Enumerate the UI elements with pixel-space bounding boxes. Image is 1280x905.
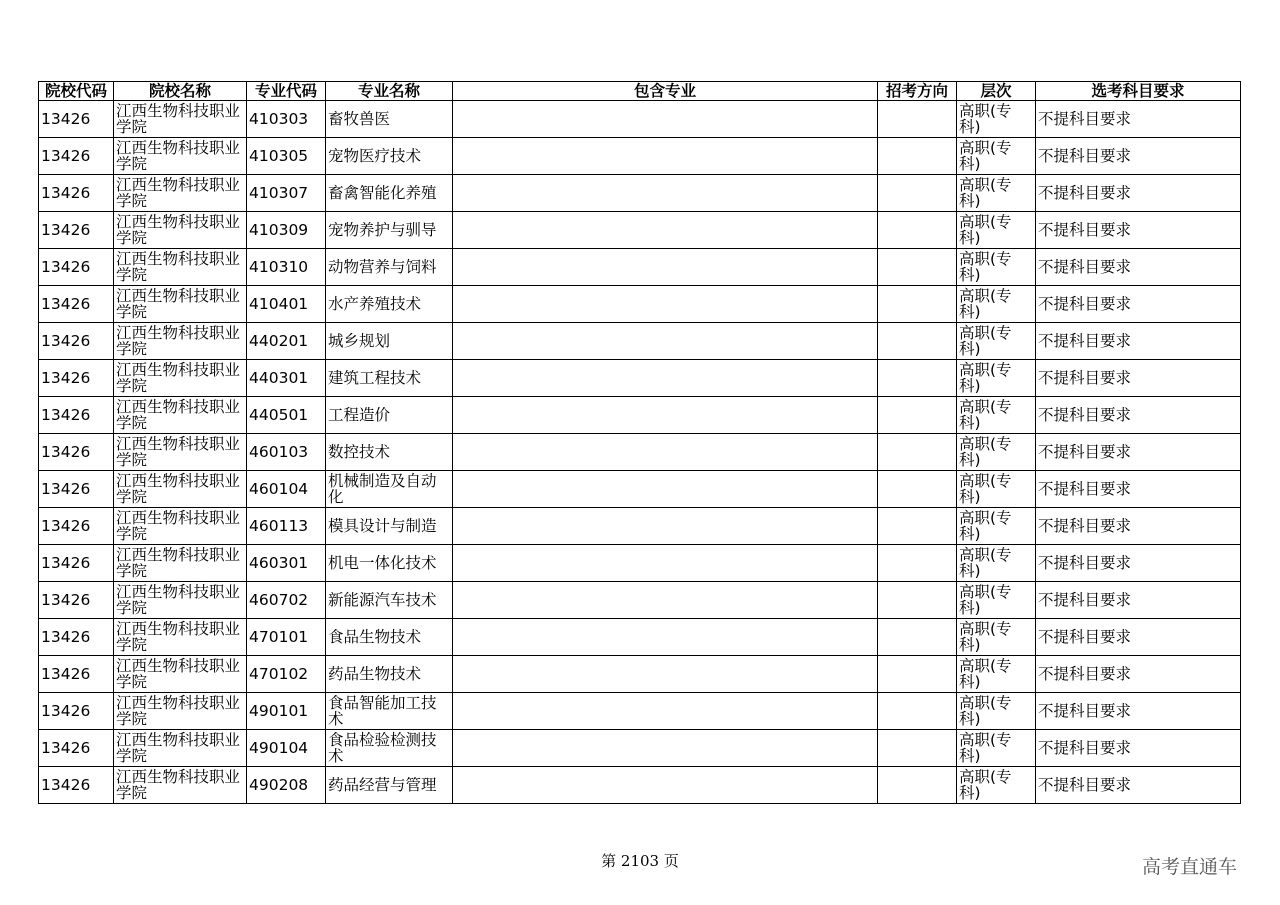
direction-cell xyxy=(878,434,957,471)
table-row xyxy=(39,397,1241,434)
header-subject-requirement: 选考科目要求 xyxy=(1036,82,1241,101)
level-cell: 高职(专科) xyxy=(957,545,1036,582)
level-cell: 高职(专科) xyxy=(957,693,1036,730)
direction-cell xyxy=(878,767,957,804)
school-name-cell: 江西生物科技职业学院 xyxy=(114,471,247,508)
direction-cell xyxy=(878,175,957,212)
subject-requirement-cell: 不提科目要求 xyxy=(1036,101,1241,138)
included-majors-cell xyxy=(453,730,878,767)
table-row xyxy=(39,545,1241,582)
school-name-cell: 江西生物科技职业学院 xyxy=(114,175,247,212)
subject-requirement-cell: 不提科目要求 xyxy=(1036,249,1241,286)
level-cell: 高职(专科) xyxy=(957,101,1036,138)
school-name-cell: 江西生物科技职业学院 xyxy=(114,138,247,175)
table-row xyxy=(39,471,1241,508)
level-cell: 高职(专科) xyxy=(957,175,1036,212)
direction-cell xyxy=(878,101,957,138)
major-code-cell: 460104 xyxy=(247,471,326,508)
school-code-cell: 13426 xyxy=(39,175,114,212)
school-name-cell: 江西生物科技职业学院 xyxy=(114,693,247,730)
included-majors-cell xyxy=(453,286,878,323)
table-row xyxy=(39,730,1241,767)
school-code-cell: 13426 xyxy=(39,656,114,693)
included-majors-cell xyxy=(453,582,878,619)
school-code-cell: 13426 xyxy=(39,619,114,656)
school-code-cell: 13426 xyxy=(39,545,114,582)
major-name-cell: 畜禽智能化养殖 xyxy=(326,175,453,212)
table-body xyxy=(39,101,1241,804)
major-name-cell: 城乡规划 xyxy=(326,323,453,360)
included-majors-cell xyxy=(453,323,878,360)
level-cell: 高职(专科) xyxy=(957,212,1036,249)
direction-cell xyxy=(878,323,957,360)
table-row xyxy=(39,508,1241,545)
major-code-cell: 440501 xyxy=(247,397,326,434)
school-name-cell: 江西生物科技职业学院 xyxy=(114,323,247,360)
school-name-cell: 江西生物科技职业学院 xyxy=(114,619,247,656)
major-code-cell: 410307 xyxy=(247,175,326,212)
major-name-cell: 药品经营与管理 xyxy=(326,767,453,804)
table-row xyxy=(39,360,1241,397)
subject-requirement-cell: 不提科目要求 xyxy=(1036,656,1241,693)
major-code-cell: 460113 xyxy=(247,508,326,545)
major-name-cell: 动物营养与饲料 xyxy=(326,249,453,286)
school-code-cell: 13426 xyxy=(39,693,114,730)
subject-requirement-cell: 不提科目要求 xyxy=(1036,508,1241,545)
school-code-cell: 13426 xyxy=(39,101,114,138)
enrollment-table xyxy=(38,81,1241,804)
major-code-cell: 440301 xyxy=(247,360,326,397)
major-code-cell: 470102 xyxy=(247,656,326,693)
major-name-cell: 水产养殖技术 xyxy=(326,286,453,323)
school-name-cell: 江西生物科技职业学院 xyxy=(114,360,247,397)
table-row xyxy=(39,138,1241,175)
direction-cell xyxy=(878,471,957,508)
direction-cell xyxy=(878,360,957,397)
table-row xyxy=(39,101,1241,138)
included-majors-cell xyxy=(453,212,878,249)
major-name-cell: 新能源汽车技术 xyxy=(326,582,453,619)
table-row xyxy=(39,619,1241,656)
major-name-cell: 建筑工程技术 xyxy=(326,360,453,397)
subject-requirement-cell: 不提科目要求 xyxy=(1036,212,1241,249)
direction-cell xyxy=(878,582,957,619)
direction-cell xyxy=(878,693,957,730)
major-code-cell: 460301 xyxy=(247,545,326,582)
subject-requirement-cell: 不提科目要求 xyxy=(1036,323,1241,360)
level-cell: 高职(专科) xyxy=(957,471,1036,508)
table-row xyxy=(39,249,1241,286)
header-level: 层次 xyxy=(957,82,1036,101)
subject-requirement-cell: 不提科目要求 xyxy=(1036,767,1241,804)
major-code-cell: 490208 xyxy=(247,767,326,804)
school-name-cell: 江西生物科技职业学院 xyxy=(114,434,247,471)
included-majors-cell xyxy=(453,545,878,582)
level-cell: 高职(专科) xyxy=(957,508,1036,545)
subject-requirement-cell: 不提科目要求 xyxy=(1036,545,1241,582)
school-code-cell: 13426 xyxy=(39,249,114,286)
major-code-cell: 410303 xyxy=(247,101,326,138)
watermark-text: 高考直通车 xyxy=(1142,856,1238,878)
level-cell: 高职(专科) xyxy=(957,360,1036,397)
major-name-cell: 机电一体化技术 xyxy=(326,545,453,582)
included-majors-cell xyxy=(453,101,878,138)
direction-cell xyxy=(878,212,957,249)
included-majors-cell xyxy=(453,249,878,286)
included-majors-cell xyxy=(453,434,878,471)
included-majors-cell xyxy=(453,619,878,656)
included-majors-cell xyxy=(453,471,878,508)
level-cell: 高职(专科) xyxy=(957,619,1036,656)
school-name-cell: 江西生物科技职业学院 xyxy=(114,582,247,619)
level-cell: 高职(专科) xyxy=(957,656,1036,693)
subject-requirement-cell: 不提科目要求 xyxy=(1036,175,1241,212)
level-cell: 高职(专科) xyxy=(957,138,1036,175)
subject-requirement-cell: 不提科目要求 xyxy=(1036,693,1241,730)
header-school-name: 院校名称 xyxy=(114,82,247,101)
included-majors-cell xyxy=(453,397,878,434)
level-cell: 高职(专科) xyxy=(957,286,1036,323)
table-row xyxy=(39,582,1241,619)
subject-requirement-cell: 不提科目要求 xyxy=(1036,730,1241,767)
level-cell: 高职(专科) xyxy=(957,582,1036,619)
direction-cell xyxy=(878,545,957,582)
included-majors-cell xyxy=(453,175,878,212)
school-code-cell: 13426 xyxy=(39,286,114,323)
table-header-row xyxy=(39,82,1241,101)
included-majors-cell xyxy=(453,138,878,175)
table-row xyxy=(39,286,1241,323)
table-row xyxy=(39,434,1241,471)
major-name-cell: 药品生物技术 xyxy=(326,656,453,693)
school-name-cell: 江西生物科技职业学院 xyxy=(114,730,247,767)
major-code-cell: 410305 xyxy=(247,138,326,175)
included-majors-cell xyxy=(453,508,878,545)
major-code-cell: 440201 xyxy=(247,323,326,360)
major-name-cell: 机械制造及自动化 xyxy=(326,471,453,508)
major-code-cell: 490104 xyxy=(247,730,326,767)
school-name-cell: 江西生物科技职业学院 xyxy=(114,249,247,286)
direction-cell xyxy=(878,619,957,656)
school-code-cell: 13426 xyxy=(39,730,114,767)
subject-requirement-cell: 不提科目要求 xyxy=(1036,360,1241,397)
major-name-cell: 工程造价 xyxy=(326,397,453,434)
direction-cell xyxy=(878,730,957,767)
school-code-cell: 13426 xyxy=(39,323,114,360)
direction-cell xyxy=(878,656,957,693)
header-school-code: 院校代码 xyxy=(39,82,114,101)
table-row xyxy=(39,175,1241,212)
table-row xyxy=(39,767,1241,804)
level-cell: 高职(专科) xyxy=(957,730,1036,767)
school-code-cell: 13426 xyxy=(39,767,114,804)
major-code-cell: 470101 xyxy=(247,619,326,656)
level-cell: 高职(专科) xyxy=(957,767,1036,804)
level-cell: 高职(专科) xyxy=(957,434,1036,471)
school-name-cell: 江西生物科技职业学院 xyxy=(114,508,247,545)
direction-cell xyxy=(878,138,957,175)
school-code-cell: 13426 xyxy=(39,397,114,434)
level-cell: 高职(专科) xyxy=(957,249,1036,286)
subject-requirement-cell: 不提科目要求 xyxy=(1036,397,1241,434)
header-included-majors: 包含专业 xyxy=(453,82,878,101)
school-name-cell: 江西生物科技职业学院 xyxy=(114,212,247,249)
major-name-cell: 食品生物技术 xyxy=(326,619,453,656)
subject-requirement-cell: 不提科目要求 xyxy=(1036,471,1241,508)
school-name-cell: 江西生物科技职业学院 xyxy=(114,767,247,804)
school-code-cell: 13426 xyxy=(39,360,114,397)
school-name-cell: 江西生物科技职业学院 xyxy=(114,397,247,434)
page-number: 第 2103 页 xyxy=(601,852,679,870)
school-code-cell: 13426 xyxy=(39,212,114,249)
major-name-cell: 畜牧兽医 xyxy=(326,101,453,138)
subject-requirement-cell: 不提科目要求 xyxy=(1036,619,1241,656)
subject-requirement-cell: 不提科目要求 xyxy=(1036,582,1241,619)
header-direction: 招考方向 xyxy=(878,82,957,101)
major-name-cell: 食品检验检测技术 xyxy=(326,730,453,767)
school-code-cell: 13426 xyxy=(39,582,114,619)
direction-cell xyxy=(878,249,957,286)
level-cell: 高职(专科) xyxy=(957,323,1036,360)
major-code-cell: 410310 xyxy=(247,249,326,286)
subject-requirement-cell: 不提科目要求 xyxy=(1036,138,1241,175)
subject-requirement-cell: 不提科目要求 xyxy=(1036,286,1241,323)
table-row xyxy=(39,323,1241,360)
table-row xyxy=(39,212,1241,249)
school-code-cell: 13426 xyxy=(39,138,114,175)
school-name-cell: 江西生物科技职业学院 xyxy=(114,545,247,582)
direction-cell xyxy=(878,508,957,545)
direction-cell xyxy=(878,286,957,323)
school-code-cell: 13426 xyxy=(39,508,114,545)
school-name-cell: 江西生物科技职业学院 xyxy=(114,656,247,693)
major-code-cell: 490101 xyxy=(247,693,326,730)
included-majors-cell xyxy=(453,656,878,693)
major-name-cell: 宠物养护与驯导 xyxy=(326,212,453,249)
major-code-cell: 460702 xyxy=(247,582,326,619)
table-row xyxy=(39,656,1241,693)
school-name-cell: 江西生物科技职业学院 xyxy=(114,101,247,138)
major-name-cell: 模具设计与制造 xyxy=(326,508,453,545)
major-name-cell: 数控技术 xyxy=(326,434,453,471)
header-major-name: 专业名称 xyxy=(326,82,453,101)
major-name-cell: 宠物医疗技术 xyxy=(326,138,453,175)
school-name-cell: 江西生物科技职业学院 xyxy=(114,286,247,323)
included-majors-cell xyxy=(453,693,878,730)
major-code-cell: 460103 xyxy=(247,434,326,471)
included-majors-cell xyxy=(453,360,878,397)
major-code-cell: 410401 xyxy=(247,286,326,323)
direction-cell xyxy=(878,397,957,434)
subject-requirement-cell: 不提科目要求 xyxy=(1036,434,1241,471)
school-code-cell: 13426 xyxy=(39,434,114,471)
level-cell: 高职(专科) xyxy=(957,397,1036,434)
table-row xyxy=(39,693,1241,730)
header-major-code: 专业代码 xyxy=(247,82,326,101)
school-code-cell: 13426 xyxy=(39,471,114,508)
major-code-cell: 410309 xyxy=(247,212,326,249)
included-majors-cell xyxy=(453,767,878,804)
major-name-cell: 食品智能加工技术 xyxy=(326,693,453,730)
